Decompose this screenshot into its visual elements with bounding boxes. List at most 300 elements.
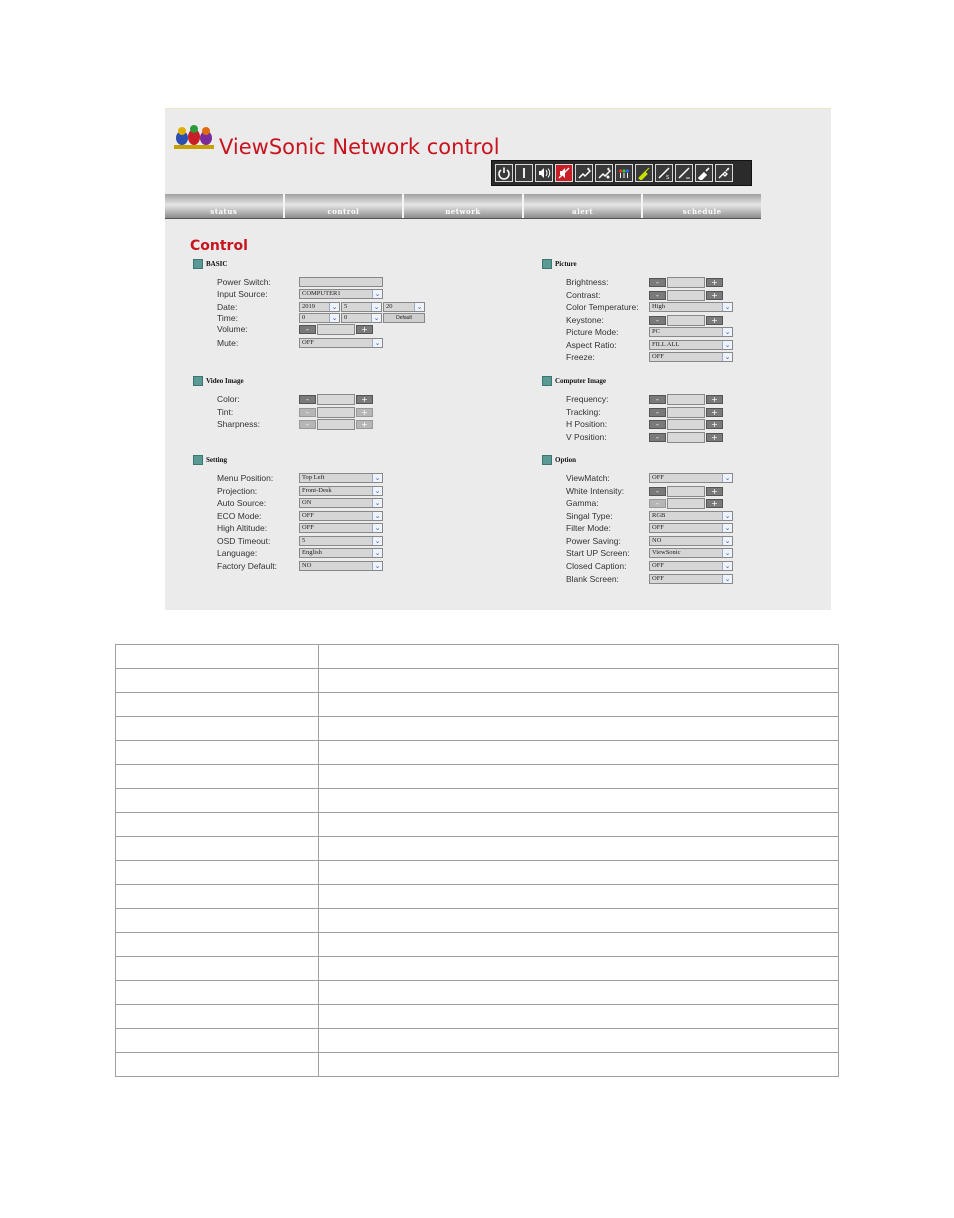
h-position-stepper	[649, 418, 723, 430]
volume-stepper	[299, 323, 373, 335]
color-stepper	[299, 393, 373, 405]
power-saving-row	[566, 535, 766, 547]
blank-screen-row	[566, 573, 766, 585]
section-square-icon	[193, 376, 203, 386]
field-label: Aspect Ratio:	[566, 340, 617, 350]
field-label: Tint:	[217, 407, 234, 417]
mute-select[interactable]	[299, 338, 383, 348]
eco-mode-select[interactable]	[299, 511, 383, 521]
table-cell	[319, 885, 839, 909]
nav-bar	[165, 194, 761, 219]
chevron-down-icon: ⌄	[722, 328, 732, 336]
tab-alert[interactable]: alert	[524, 194, 644, 218]
section-square-icon	[542, 376, 552, 386]
tracking-stepper	[649, 406, 723, 418]
table-cell	[319, 813, 839, 837]
freeze-select[interactable]	[649, 352, 733, 362]
date-month-select[interactable]	[341, 302, 382, 312]
color-temperature-select[interactable]	[649, 302, 733, 312]
field-label: Color:	[217, 394, 240, 404]
table-cell	[319, 765, 839, 789]
table-cell	[319, 837, 839, 861]
select-value: Top Left	[302, 474, 325, 481]
volume-plus-button[interactable]: +	[356, 325, 373, 334]
white-intensity-plus-button[interactable]: +	[706, 487, 723, 496]
brightness-value	[667, 277, 705, 288]
field-label: Power Saving:	[566, 536, 621, 546]
field-label: Menu Position:	[217, 473, 274, 483]
default-time-button[interactable]: Default	[383, 313, 425, 323]
field-label: Singal Type:	[566, 511, 613, 521]
table-cell	[116, 1029, 319, 1053]
brightness-row	[566, 276, 766, 288]
v-position-value	[667, 432, 705, 443]
brightness-plus-button[interactable]: +	[706, 278, 723, 287]
field-label: Contrast:	[566, 290, 601, 300]
field-label: Time:	[217, 313, 238, 323]
select-value: 20	[386, 303, 393, 310]
select-value: OFF	[652, 524, 664, 531]
field-label: Blank Screen:	[566, 574, 619, 584]
table-cell	[319, 693, 839, 717]
table-row	[116, 837, 839, 861]
time-hour-select[interactable]	[299, 313, 340, 323]
section-video-image	[193, 376, 244, 386]
h-position-row	[566, 418, 766, 430]
section-title: BASIC	[206, 260, 228, 268]
sharpness-minus-button[interactable]: -	[299, 420, 316, 429]
section-computer-image	[542, 376, 606, 386]
tint-plus-button[interactable]: +	[356, 408, 373, 417]
table-cell	[116, 693, 319, 717]
table-row	[116, 1029, 839, 1053]
table-cell	[116, 837, 319, 861]
field-label: Filter Mode:	[566, 523, 611, 533]
input-source-row	[217, 288, 517, 300]
field-label: Input Source:	[217, 289, 268, 299]
table-row	[116, 669, 839, 693]
keystone-value	[667, 315, 705, 326]
gamma-row	[566, 497, 766, 509]
sharpness-plus-button[interactable]: +	[356, 420, 373, 429]
table-cell	[319, 1053, 839, 1077]
chevron-down-icon: ⌄	[414, 303, 424, 311]
field-label: Brightness:	[566, 277, 609, 287]
select-value: 0	[344, 314, 348, 321]
table-row	[116, 693, 839, 717]
power-saving-select[interactable]	[649, 536, 733, 546]
tracking-plus-button[interactable]: +	[706, 408, 723, 417]
table-cell	[116, 741, 319, 765]
keystone-minus-button[interactable]: -	[649, 316, 666, 325]
chevron-down-icon: ⌄	[722, 512, 732, 520]
page-title: Control	[190, 238, 248, 254]
viewmatch-select[interactable]	[649, 473, 733, 483]
gamma-minus-button[interactable]: -	[649, 499, 666, 508]
chevron-down-icon: ⌄	[372, 537, 382, 545]
date-day-select[interactable]	[383, 302, 425, 312]
osd-timeout-select[interactable]	[299, 536, 383, 546]
language-select[interactable]	[299, 548, 383, 558]
section-picture	[542, 259, 577, 269]
sharpness-value	[317, 419, 355, 430]
menu-position-row	[217, 472, 517, 484]
chevron-down-icon: ⌄	[722, 353, 732, 361]
tab-status[interactable]: status	[165, 194, 285, 218]
high-altitude-row	[217, 522, 517, 534]
high-altitude-select[interactable]	[299, 523, 383, 533]
tint-value	[317, 407, 355, 418]
contrast-value	[667, 290, 705, 301]
field-label: Auto Source:	[217, 498, 267, 508]
start-up-screen-select[interactable]	[649, 548, 733, 558]
color-minus-button[interactable]: -	[299, 395, 316, 404]
v-position-stepper	[649, 431, 723, 443]
section-title: Video Image	[206, 377, 244, 385]
h-position-plus-button[interactable]: +	[706, 420, 723, 429]
table-cell	[319, 645, 839, 669]
table-row	[116, 741, 839, 765]
language-row	[217, 547, 517, 559]
chevron-down-icon: ⌄	[372, 474, 382, 482]
select-value: OFF	[302, 339, 314, 346]
tracking-minus-button[interactable]: -	[649, 408, 666, 417]
table-cell	[116, 645, 319, 669]
contrast-stepper	[649, 289, 723, 301]
brightness-minus-button[interactable]: -	[649, 278, 666, 287]
sharpness-row	[217, 418, 517, 430]
color-plus-button[interactable]: +	[356, 395, 373, 404]
chevron-down-icon: ⌄	[722, 303, 732, 311]
table-cell	[116, 957, 319, 981]
field-label: Volume:	[217, 324, 248, 334]
section-title: Computer Image	[555, 377, 607, 385]
table-cell	[116, 885, 319, 909]
v-position-row	[566, 431, 766, 443]
table-cell	[319, 957, 839, 981]
field-label: Closed Caption:	[566, 561, 627, 571]
field-label: Start UP Screen:	[566, 548, 630, 558]
table-row	[116, 717, 839, 741]
table-body	[116, 645, 839, 1077]
table-cell	[116, 1005, 319, 1029]
select-value: OFF	[652, 353, 664, 360]
color-value	[317, 394, 355, 405]
chevron-down-icon: ⌄	[722, 474, 732, 482]
section-square-icon	[542, 259, 552, 269]
table-row	[116, 1053, 839, 1077]
factory-default-select[interactable]	[299, 561, 383, 571]
volume-minus-button[interactable]: -	[299, 325, 316, 334]
closed-caption-row	[566, 560, 766, 572]
chevron-down-icon: ⌄	[722, 549, 732, 557]
picture-mode-select[interactable]	[649, 327, 733, 337]
section-square-icon	[542, 455, 552, 465]
color-temperature-row	[566, 301, 766, 313]
auto-source-select[interactable]	[299, 498, 383, 508]
table-row	[116, 909, 839, 933]
keystone-plus-button[interactable]: +	[706, 316, 723, 325]
white-intensity-value	[667, 486, 705, 497]
field-label: Frequency:	[566, 394, 609, 404]
table-row	[116, 933, 839, 957]
h-position-value	[667, 419, 705, 430]
frequency-plus-button[interactable]: +	[706, 395, 723, 404]
svg-text:S: S	[666, 175, 670, 180]
table-cell	[319, 789, 839, 813]
chevron-down-icon: ⌄	[372, 512, 382, 520]
select-value: OFF	[652, 575, 664, 582]
gamma-value	[667, 498, 705, 509]
power-switch-field[interactable]	[299, 277, 383, 287]
table-cell	[319, 1029, 839, 1053]
chevron-down-icon: ⌄	[371, 314, 381, 322]
field-label: Gamma:	[566, 498, 599, 508]
table-cell	[116, 717, 319, 741]
factory-default-row	[217, 560, 517, 572]
select-value: RGB	[652, 512, 666, 519]
power-switch-row	[217, 276, 517, 288]
section-basic	[193, 259, 227, 269]
table-cell	[116, 669, 319, 693]
usb-icon[interactable]	[715, 164, 733, 182]
table-row	[116, 645, 839, 669]
tab-network[interactable]: network	[404, 194, 524, 218]
select-value: PC	[652, 328, 660, 335]
volume-icon[interactable]	[535, 164, 553, 182]
standby-icon[interactable]	[515, 164, 533, 182]
table-cell	[319, 981, 839, 1005]
projection-row	[217, 485, 517, 497]
section-option	[542, 455, 576, 465]
table-row	[116, 789, 839, 813]
table-row	[116, 813, 839, 837]
signal-type-row	[566, 510, 766, 522]
blank-screen-select[interactable]	[649, 574, 733, 584]
frequency-stepper	[649, 393, 723, 405]
select-value: 2019	[302, 303, 315, 310]
keystone-stepper	[649, 314, 723, 326]
select-value: OFF	[302, 512, 314, 519]
chevron-down-icon: ⌄	[372, 487, 382, 495]
select-value: FILL ALL	[652, 341, 680, 348]
start-up-screen-row	[566, 547, 766, 559]
hdmi-icon[interactable]	[695, 164, 713, 182]
section-square-icon	[193, 455, 203, 465]
app-title: ViewSonic Network control	[219, 135, 500, 159]
field-label: Keystone:	[566, 315, 604, 325]
white-intensity-row	[566, 485, 766, 497]
viewmatch-row	[566, 472, 766, 484]
select-value: NO	[302, 562, 312, 569]
tracking-value	[667, 407, 705, 418]
chevron-down-icon: ⌄	[371, 303, 381, 311]
select-value: NO	[652, 537, 662, 544]
vga-icon[interactable]	[635, 164, 653, 182]
chevron-down-icon: ⌄	[329, 314, 339, 322]
table-cell	[319, 717, 839, 741]
gamma-stepper	[649, 497, 723, 509]
field-label: ViewMatch:	[566, 473, 610, 483]
field-label: White Intensity:	[566, 486, 625, 496]
select-value: English	[302, 549, 322, 556]
filter-mode-select[interactable]	[649, 523, 733, 533]
frequency-value	[667, 394, 705, 405]
field-label: ECO Mode:	[217, 511, 262, 521]
section-title: Setting	[206, 456, 227, 464]
frequency-row	[566, 393, 766, 405]
field-label: Sharpness:	[217, 419, 260, 429]
chevron-down-icon: ⌄	[722, 524, 732, 532]
table-cell	[319, 933, 839, 957]
table-cell	[116, 861, 319, 885]
field-label: High Altitude:	[217, 523, 268, 533]
white-intensity-stepper	[649, 485, 723, 497]
h-position-minus-button[interactable]: -	[649, 420, 666, 429]
tracking-row	[566, 406, 766, 418]
osd-timeout-row	[217, 535, 517, 547]
projection-select[interactable]	[299, 486, 383, 496]
chevron-down-icon: ⌄	[372, 499, 382, 507]
component-icon[interactable]	[675, 164, 693, 182]
select-value: 0	[302, 314, 306, 321]
contrast-row	[566, 289, 766, 301]
contrast-minus-button[interactable]: -	[649, 291, 666, 300]
table-cell	[116, 981, 319, 1005]
chevron-down-icon: ⌄	[722, 341, 732, 349]
field-label: V Position:	[566, 432, 607, 442]
table-row	[116, 861, 839, 885]
chevron-down-icon: ⌄	[372, 549, 382, 557]
select-value: ON	[302, 499, 312, 506]
tab-schedule[interactable]: schedule	[682, 207, 722, 216]
frequency-minus-button[interactable]: -	[649, 395, 666, 404]
table-row	[116, 957, 839, 981]
table-row	[116, 981, 839, 1005]
freeze-row	[566, 351, 766, 363]
color-row	[217, 393, 517, 405]
chevron-down-icon: ⌄	[372, 524, 382, 532]
table-cell	[116, 933, 319, 957]
table-cell	[116, 789, 319, 813]
v-position-plus-button[interactable]: +	[706, 433, 723, 442]
select-value: ViewSonic	[652, 549, 681, 556]
tint-stepper	[299, 406, 373, 418]
section-title: Picture	[555, 260, 577, 268]
input-source-select[interactable]	[299, 289, 383, 299]
section-title: Option	[555, 456, 577, 464]
volume-value	[317, 324, 355, 335]
table-cell	[319, 1005, 839, 1029]
input-plug-icon[interactable]	[575, 164, 593, 182]
closed-caption-select[interactable]	[649, 561, 733, 571]
field-label: Color Temperature:	[566, 302, 639, 312]
auto-source-row	[217, 497, 517, 509]
field-label: Projection:	[217, 486, 258, 496]
picture-mode-row	[566, 326, 766, 338]
table-cell	[319, 669, 839, 693]
sharpness-stepper	[299, 418, 373, 430]
table-cell	[319, 909, 839, 933]
table-row	[116, 1005, 839, 1029]
chevron-down-icon: ⌄	[372, 339, 382, 347]
power-icon[interactable]	[495, 164, 513, 182]
table-row	[116, 885, 839, 909]
chevron-down-icon: ⌄	[372, 562, 382, 570]
field-label: Language:	[217, 548, 258, 558]
svideo-icon[interactable]	[655, 164, 673, 182]
eco-mode-row	[217, 510, 517, 522]
table-cell	[116, 1053, 319, 1077]
filter-mode-row	[566, 522, 766, 534]
field-label: OSD Timeout:	[217, 536, 271, 546]
tint-row	[217, 406, 517, 418]
tab-control[interactable]: control	[285, 194, 405, 218]
select-value: Front-Desk	[302, 487, 332, 494]
mute-row	[217, 337, 517, 349]
field-label: Power Switch:	[217, 277, 271, 287]
date-year-select[interactable]	[299, 302, 340, 312]
table-cell	[116, 909, 319, 933]
aspect-ratio-select[interactable]	[649, 340, 733, 350]
select-value: 5	[344, 303, 348, 310]
section-square-icon	[193, 259, 203, 269]
field-label: Picture Mode:	[566, 327, 619, 337]
chevron-down-icon: ⌄	[722, 562, 732, 570]
chevron-down-icon: ⌄	[329, 303, 339, 311]
select-value: High	[652, 303, 665, 310]
control-toolbar	[491, 160, 752, 186]
field-label: Freeze:	[566, 352, 595, 362]
field-label: Tracking:	[566, 407, 601, 417]
input-plug-2-icon[interactable]	[595, 164, 613, 182]
field-label: H Position:	[566, 419, 608, 429]
v-position-minus-button[interactable]: -	[649, 433, 666, 442]
select-value: COMPUTER1	[302, 290, 341, 297]
volume-row	[217, 323, 517, 335]
chevron-down-icon: ⌄	[722, 575, 732, 583]
viewsonic-logo-icon	[172, 123, 216, 153]
signal-type-select[interactable]	[649, 511, 733, 521]
time-minute-select[interactable]	[341, 313, 382, 323]
tint-minus-button[interactable]: -	[299, 408, 316, 417]
keystone-row	[566, 314, 766, 326]
contrast-plus-button[interactable]: +	[706, 291, 723, 300]
chevron-down-icon: ⌄	[722, 537, 732, 545]
network-control-screenshot	[165, 108, 831, 610]
select-value: OFF	[652, 474, 664, 481]
gamma-plus-button[interactable]: +	[706, 499, 723, 508]
field-label: Date:	[217, 302, 238, 312]
field-label: Factory Default:	[217, 561, 277, 571]
mute-icon[interactable]	[555, 164, 573, 182]
description-table	[115, 644, 839, 1077]
select-value: 5	[302, 537, 306, 544]
select-value: OFF	[302, 524, 314, 531]
select-value: OFF	[652, 562, 664, 569]
table-cell	[319, 741, 839, 765]
rgb-icon[interactable]	[615, 164, 633, 182]
field-label: Mute:	[217, 338, 239, 348]
aspect-ratio-row	[566, 339, 766, 351]
chevron-down-icon: ⌄	[372, 290, 382, 298]
menu-position-select[interactable]	[299, 473, 383, 483]
table-row	[116, 765, 839, 789]
white-intensity-minus-button[interactable]: -	[649, 487, 666, 496]
table-cell	[116, 813, 319, 837]
table-cell	[116, 765, 319, 789]
table-cell	[319, 861, 839, 885]
